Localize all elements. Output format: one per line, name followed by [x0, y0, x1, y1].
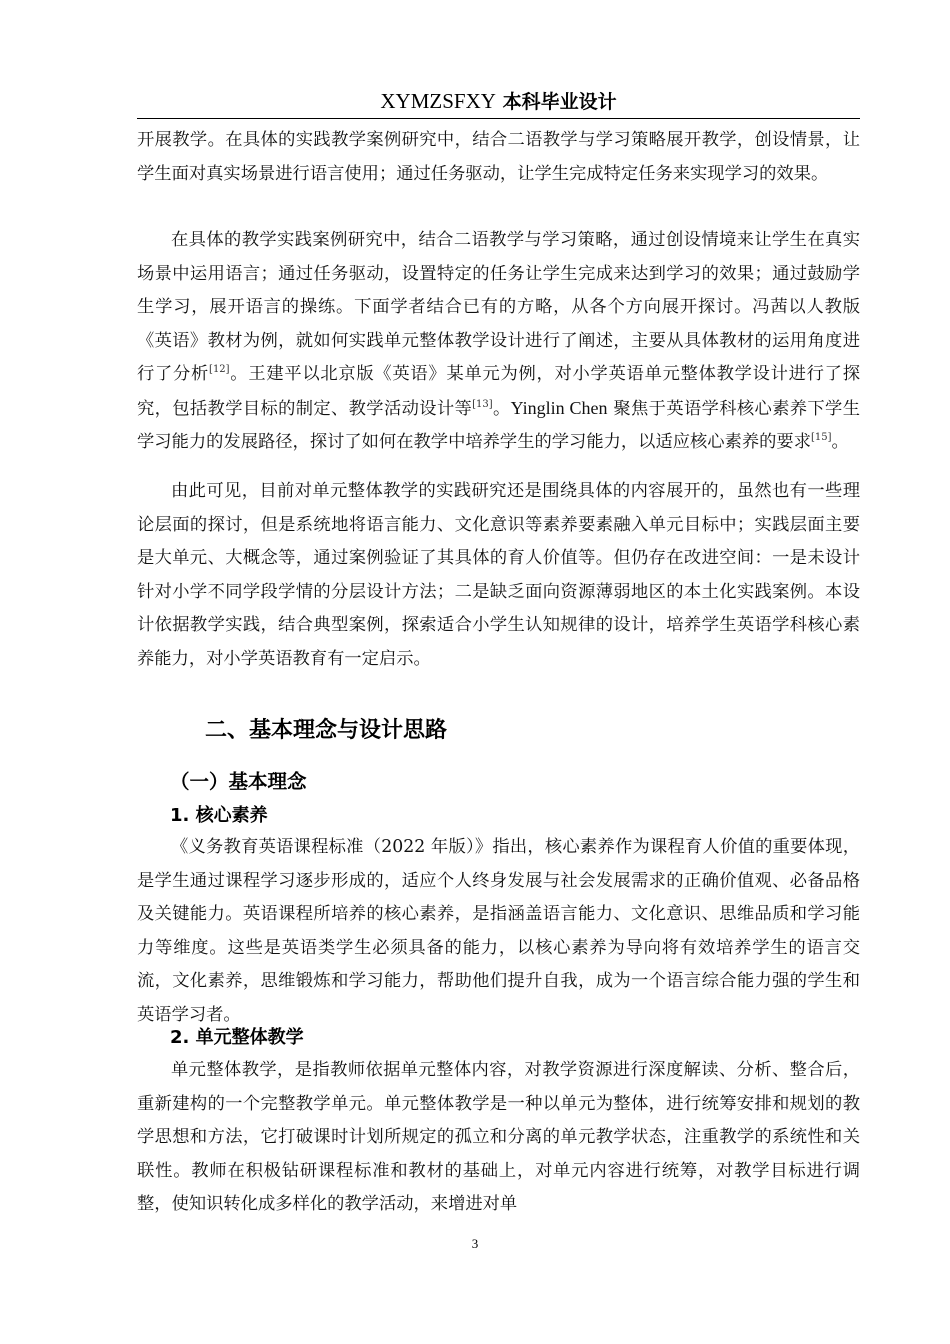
paragraph-5-text: 单元整体教学，是指教师依据单元整体内容，对教学资源进行深度解读、分析、整合后，重新建构的一个完整教学单元。单元整体教学是一种以单元为整体，进行统筹安排和规划的教学思想和方法，它打破课时计划所规定的孤立和分离的单元教学状态，注重教学的系统性和关联性。教师在积极钻研课程标准和教材的基础上，对单元内容进行统筹，对教学目标进行调整，使知识转化成多样化的教学活动，来增进对单	[137, 1060, 860, 1214]
citation-15: [15]	[810, 432, 832, 444]
item-heading-unit-teaching: 2. 单元整体教学	[170, 1027, 304, 1048]
author-name: Yinglin Chen	[510, 397, 608, 418]
paragraph-summary	[137, 475, 860, 676]
page-header	[137, 86, 860, 117]
paragraph-2-text-b: 。王建平以北京版《英语》某单元为例，对小学英语单元整体教学设计进行了探究，包括教学目标的制定、教学活动设计等	[137, 364, 860, 419]
paragraph-1-text: 开展教学。在具体的实践教学案例研究中，结合二语教学与学习策略展开教学，创设情景，让学生面对真实场景进行语言使用；通过任务驱动，让学生完成特定任务来实现学习的效果。	[137, 130, 860, 184]
subsection-heading-basic-concepts: （一）基本理念	[170, 770, 307, 793]
item-heading-core-literacy: 1. 核心素养	[170, 805, 268, 826]
paragraph-2-text-c-pre: 。	[492, 398, 511, 419]
header-divider	[137, 118, 860, 119]
page-number: 3	[471, 1236, 479, 1251]
citation-13: [13]	[472, 398, 493, 410]
paragraph-2-text-a: 在具体的教学实践案例研究中，结合二语教学与学习策略，通过创设情境来让学生在真实场景中运用语言；通过任务驱动，设置特定的任务让学生完成来达到学习的效果；通过鼓励学生学习，展开语言的操练。下面学者结合已有的方略，从各个方向展开探讨。冯茜以人教版《英语》教材为例，就如何实践单元整体教学设计进行了阐述，主要从具体教材的运用角度进行了分析	[137, 230, 860, 384]
paragraph-continued	[137, 124, 860, 191]
paragraph-core-literacy	[137, 831, 860, 1032]
paragraph-3-text: 由此可见，目前对单元整体教学的实践研究还是围绕具体的内容展开的，虽然也有一些理论层面的探讨，但是系统地将语言能力、文化意识等素养要素融入单元目标中；实践层面主要是大单元、大概念等，通过案例验证了其具体的育人价值等。但仍存在改进空间：一是未设计针对小学不同学段学情的分层设计方法；二是缺乏面向资源薄弱地区的本土化实践案例。本设计依据教学实践，结合典型案例，探索适合小学生认知规律的设计，培养学生英语学科核心素养能力，对小学英语教育有一定启示。	[137, 481, 860, 669]
paragraph-unit-teaching	[137, 1054, 860, 1222]
citation-12: [12]	[209, 364, 230, 376]
paragraph-2-text-d: 。	[831, 432, 849, 452]
header-title: 本科毕业设计	[502, 91, 617, 113]
paragraph-4-text: 《义务教育英语课程标准（2022 年版）》指出，核心素养作为课程育人价值的重要体现，是学生通过课程学习逐步形成的，适应个人终身发展与社会发展需求的正确价值观、必备品格及关键能力。英语课程所培养的核心素养，是指涵盖语言能力、文化意识、思维品质和学习能力等维度。这些是英语类学生必须具备的能力，以核心素养为导向将有效培养学生的语言交流，文化素养，思维锻炼和学习能力，帮助他们提升自我，成为一个语言综合能力强的学生和英语学习者。	[137, 837, 860, 1025]
section-heading-2: 二、基本理念与设计思路	[205, 718, 448, 743]
paragraph-2-text-c: 聚焦于英语学科核心素养下学生学习能力的发展路径，探讨了如何在教学中培养学生的学习能力，以适应核心素养的要求	[137, 398, 860, 452]
paragraph-literature-review	[137, 224, 860, 460]
header-code: XYMZSFXY	[380, 89, 496, 113]
